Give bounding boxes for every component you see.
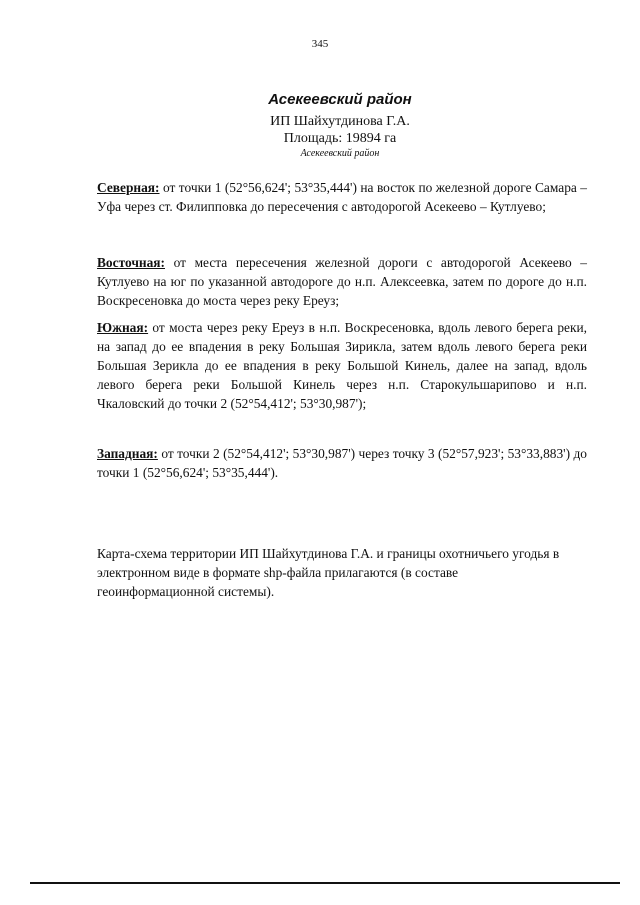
boundary-south-label: Южная: xyxy=(97,320,149,335)
district-subtitle: Асекеевский район xyxy=(300,148,380,159)
boundary-north-label: Северная: xyxy=(97,180,160,195)
boundary-south-text: от моста через реку Ереуз в н.п. Воскресеновка, вдоль левого берега реки, на запад до ее впадения в реку Большая Зирикла, затем вдоль левого берега реки Большая Зерикла до ее впадения в реку Большой Кинель, далее на запад, вдоль левого берега реки Большой Кинель через н.п. Старокульшарипово и н.п. Чкаловский до точки 2 (52°54,412'; 53°30,987'); xyxy=(97,320,587,411)
boundary-west-label: Западная: xyxy=(97,446,158,461)
entrepreneur-name: ИП Шайхутдинова Г.А. xyxy=(270,114,410,129)
document-header xyxy=(200,90,480,161)
boundary-east-label: Восточная: xyxy=(97,255,165,270)
boundary-north xyxy=(97,178,587,216)
boundary-east-text: от места пересечения железной дороги с автодорогой Асекеево – Кутлуево на юг по указанной автодороге до н.п. Алексеевка, затем по дороге до н.п. Воскресеновка до моста через реку Ереуз; xyxy=(97,255,587,308)
boundary-north-text: от точки 1 (52°56,624'; 53°35,444') на восток по железной дороге Самара – Уфа через ст. Филипповка до пересечения с автодорогой Асекеево – Кутлуево; xyxy=(97,180,587,214)
boundary-west-text: от точки 2 (52°54,412'; 53°30,987') через точку 3 (52°57,923'; 53°33,883') до точки 1 (52°56,624'; 53°35,444'). xyxy=(97,446,587,480)
area-value: Площадь: 19894 га xyxy=(283,131,397,146)
boundary-south xyxy=(97,318,587,413)
district-title: Асекеевский район xyxy=(268,91,412,108)
bottom-divider xyxy=(30,882,620,884)
closing-paragraph: Карта-схема территории ИП Шайхутдинова Г.А. и границы охотничьего угодья в электронном виде в формате shp-файла прилагаются (в составе геоинформационной системы). xyxy=(97,546,560,599)
boundary-east xyxy=(97,253,587,310)
page-number: 345 xyxy=(311,38,329,50)
boundary-west xyxy=(97,444,587,482)
